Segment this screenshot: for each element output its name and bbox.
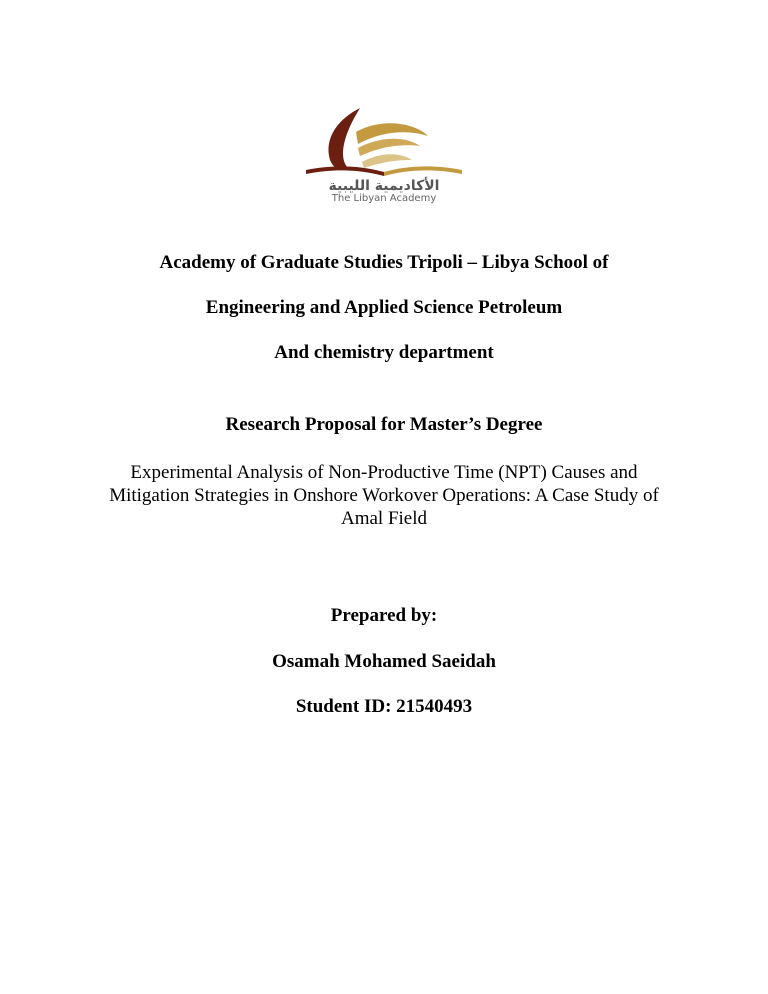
- proposal-title-line-1: Experimental Analysis of Non-Productive Time (NPT) Causes and: [130, 462, 638, 483]
- author-name: Osamah Mohamed Saeidah: [272, 651, 496, 672]
- proposal-heading: Research Proposal for Master’s Degree: [225, 414, 543, 435]
- logo-book-right: [384, 166, 462, 176]
- libyan-academy-logo: [296, 104, 472, 204]
- institution-line-2: Engineering and Applied Science Petroleum: [205, 297, 563, 318]
- logo-book-left: [306, 166, 384, 176]
- logo-gold-arc-inner: [362, 154, 412, 168]
- logo-arabic-text: الأكاديمية الليبية: [328, 178, 440, 194]
- student-id: Student ID: 21540493: [295, 696, 473, 717]
- logo-english-text: The Libyan Academy: [331, 193, 437, 204]
- proposal-title-line-2: Mitigation Strategies in Onshore Workover Operations: A Case Study of: [109, 485, 659, 506]
- proposal-title-line-3: Amal Field: [340, 508, 428, 529]
- logo-flame-shape: [328, 108, 360, 170]
- logo-gold-arc-middle: [358, 139, 420, 156]
- proposal-title: [60, 461, 708, 530]
- institution-line-3: And chemistry department: [274, 342, 494, 363]
- prepared-by-label: Prepared by:: [330, 605, 438, 626]
- institution-line-1: Academy of Graduate Studies Tripoli – Libya School of: [159, 252, 609, 273]
